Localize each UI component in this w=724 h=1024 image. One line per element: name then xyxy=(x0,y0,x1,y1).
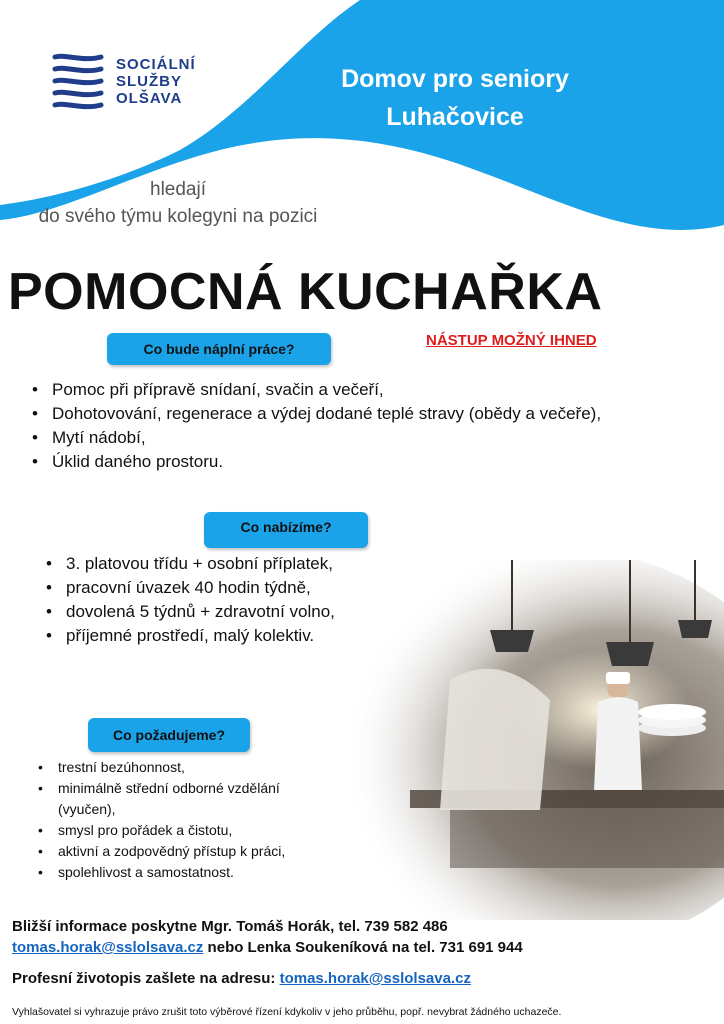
job-title: POMOCNÁ KUCHAŘKA xyxy=(8,263,603,321)
list-item: • pracovní úvazek 40 hodin týdně, xyxy=(46,576,366,600)
disclaimer: Vyhlašovatel si vyhrazuje právo zrušit toto výběrové řízení kdykoliv v jeho průběhu, popř. nevybrat žádného uchazeče. xyxy=(12,1006,562,1018)
duties-heading: Co bude náplní práce? xyxy=(107,333,331,365)
list-item: • Pomoc při přípravě snídaní, svačin a večeří, xyxy=(32,378,632,402)
logo-line-2: SLUŽBY xyxy=(116,72,182,90)
list-item: • trestní bezúhonnost, xyxy=(38,757,298,778)
start-date-note: NÁSTUP MOŽNÝ IHNED xyxy=(426,332,597,349)
employer-name xyxy=(305,60,605,136)
contact-info xyxy=(12,916,523,958)
requirements-list xyxy=(38,757,298,883)
list-item: • dovolená 5 týdnů + zdravotní volno, xyxy=(46,600,366,624)
list-item: • příjemné prostředí, malý kolektiv. xyxy=(46,624,366,648)
tagline xyxy=(0,176,356,230)
list-item: • Úklid daného prostoru. xyxy=(32,450,632,474)
list-item: • aktivní a zodpovědný přístup k práci, xyxy=(38,841,298,862)
logo-line-1: SOCIÁLNÍ xyxy=(116,55,196,73)
contact-line-1: Bližší informace poskytne Mgr. Tomáš Horák, tel. 739 582 486 xyxy=(12,918,448,935)
contact-email-link[interactable]: tomas.horak@sslolsava.cz xyxy=(12,939,204,956)
cv-instructions xyxy=(12,970,471,987)
employer-name-line-2: Luhačovice xyxy=(386,103,524,131)
list-item: • minimálně střední odborné vzdělání (vyučen), xyxy=(38,778,298,820)
wave-lines-icon xyxy=(52,52,104,110)
organization-logo xyxy=(52,52,196,110)
tagline-line-2: do svého týmu kolegyni na pozici xyxy=(38,206,318,227)
cv-email-link[interactable]: tomas.horak@sslolsava.cz xyxy=(279,970,471,987)
list-item: • Dohotovování, regenerace a výdej dodané teplé stravy (obědy a večeře), xyxy=(32,402,632,426)
offer-list xyxy=(46,552,366,648)
duties-list xyxy=(32,378,632,474)
contact-line-2 xyxy=(12,937,523,958)
offer-heading: Co nabízíme? xyxy=(204,512,368,548)
contact-line-2-rest: nebo Lenka Soukeníková na tel. 731 691 944 xyxy=(203,939,523,956)
list-item: • 3. platovou třídu + osobní příplatek, xyxy=(46,552,366,576)
list-item: • Mytí nádobí, xyxy=(32,426,632,450)
logo-line-3: OLŠAVA xyxy=(116,89,183,107)
tagline-line-1: hledají xyxy=(150,179,206,200)
logo-wordmark xyxy=(116,56,196,107)
cv-text: Profesní životopis zašlete na adresu: xyxy=(12,970,280,987)
list-item: • spolehlivost a samostatnost. xyxy=(38,862,298,883)
employer-name-line-1: Domov pro seniory xyxy=(341,65,569,93)
list-item: • smysl pro pořádek a čistotu, xyxy=(38,820,298,841)
requirements-heading: Co požadujeme? xyxy=(88,718,250,752)
